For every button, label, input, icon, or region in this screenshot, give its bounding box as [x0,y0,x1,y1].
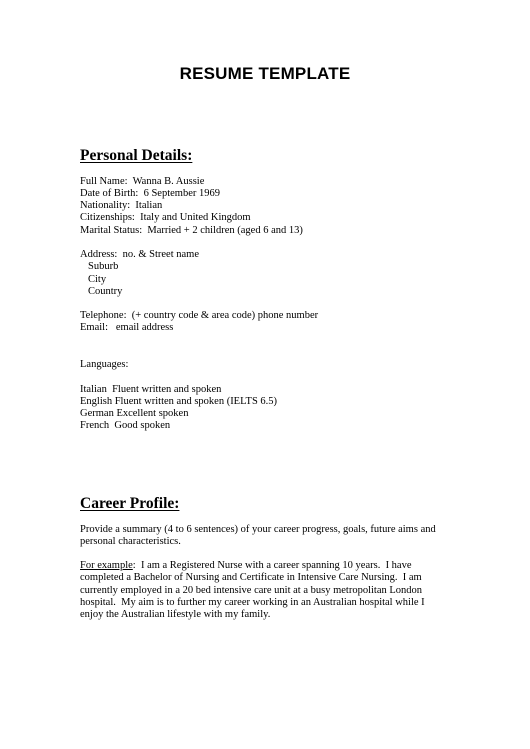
full-name-line: Full Name: Wanna B. Aussie [80,176,205,187]
address-country: Country [88,286,123,297]
example-label: For example [80,560,133,571]
example-first-text: : I am a Registered Nurse with a career spanning 10 years. I have [132,560,412,571]
career-profile-heading: Career Profile: [80,495,180,512]
career-intro-line-2: personal characteristics. [80,536,181,547]
career-example-line-1 [80,560,412,572]
career-example-line-5: enjoy the Australian lifestyle with my family. [80,609,271,620]
address-city: City [88,274,107,285]
email-line: Email: email address [80,322,174,333]
date-of-birth-line: Date of Birth: 6 September 1969 [80,188,220,199]
language-english: English Fluent written and spoken (IELTS 6.5) [80,396,278,407]
career-example-line-3: currently employed in a 20 bed intensive care unit at a busy metropolitan London [80,585,423,596]
telephone-line: Telephone: (+ country code & area code) phone number [80,310,319,321]
address-suburb: Suburb [88,261,119,272]
citizenships-line: Citizenships: Italy and United Kingdom [80,212,251,223]
career-example-line-2: completed a Bachelor of Nursing and Certificate in Intensive Care Nursing. I am [80,572,422,583]
career-example-line-4: hospital. My aim is to further my career working in an Australian hospital while I [80,597,425,608]
address-line: Address: no. & Street name [80,249,199,260]
languages-label: Languages: [80,359,129,370]
language-german: German Excellent spoken [80,408,189,419]
personal-details-heading: Personal Details: [80,147,193,164]
language-french: French Good spoken [80,420,171,431]
nationality-line: Nationality: Italian [80,200,163,211]
career-intro-line-1: Provide a summary (4 to 6 sentences) of your career progress, goals, future aims and [80,524,436,535]
marital-status-line: Marital Status: Married + 2 children (aged 6 and 13) [80,225,303,236]
language-italian: Italian Fluent written and spoken [80,384,222,395]
document-title: RESUME TEMPLATE [179,64,351,83]
